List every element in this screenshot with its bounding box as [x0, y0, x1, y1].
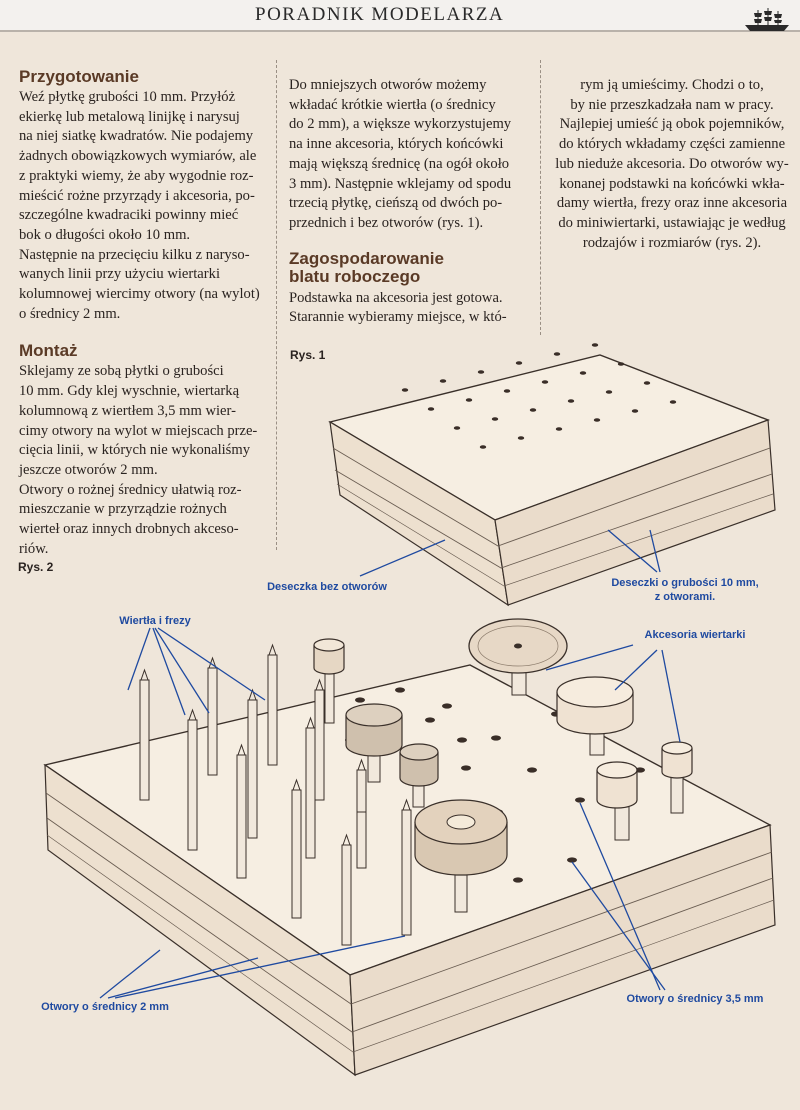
text-line: żadnych obowiązkowych wymiarów, ale: [19, 148, 257, 165]
text-line: Następnie na przecięciu kilku z naryso-: [19, 246, 250, 263]
text-line: kolumnowej wiercimy otwory (na wylot): [19, 286, 260, 303]
text-line: by nie przeszkadzała nam w pracy.: [570, 96, 774, 113]
text-line: szczególne kwadraciki powinny mieć: [19, 207, 239, 224]
fig2-label-holes-large: Otwory o średnicy 3,5 mm: [626, 993, 764, 1005]
text-line: bok o długości około 10 mm.: [19, 226, 191, 243]
text-line: ekierkę lub metalową linijkę i narysuj: [19, 108, 240, 125]
text-line: wanych linii przy użyciu wiertarki: [19, 266, 220, 283]
text-line: 10 mm. Gdy klej wyschnie, wiertarką: [19, 383, 240, 400]
text-line: cimy otwory na wylot w miejscach prze-: [19, 422, 258, 439]
text-line: z otworami.: [654, 591, 716, 603]
text-line: konanej podstawki na końcówki wkła-: [559, 175, 785, 192]
text-line: riów.: [19, 540, 49, 557]
fig2-label-holes-small: Otwory o średnicy 2 mm: [41, 1001, 169, 1013]
fig2-label-accessories: Akcesoria wiertarki: [644, 629, 746, 641]
text-line: Zagospodarowanie: [289, 248, 444, 268]
text-line: o średnicy 2 mm.: [19, 305, 121, 322]
text-line: Sklejamy ze sobą płytki o grubości: [19, 363, 224, 380]
text-line: przednich i bez otworów (rys. 1).: [289, 214, 484, 231]
text-line: 3 mm). Następnie wklejamy od spodu: [289, 175, 512, 192]
text-line: Najlepiej umieść ją obok pojemników,: [559, 116, 785, 133]
text-line: blatu roboczego: [289, 266, 421, 286]
text-line: do miniwiertarki, ustawiając je według: [558, 214, 786, 231]
text-line: kolumnową z wiertłem 3,5 mm wier-: [19, 402, 236, 419]
text-line: trzecią płytkę, cieńszą od dwóch po-: [289, 195, 503, 212]
text-line: mieścić rożne przyrządy i akcesoria, po-: [19, 187, 255, 204]
text-line: Weź płytkę grubości 10 mm. Przyłóż: [19, 89, 236, 105]
header-title: PORADNIK MODELARZA: [255, 4, 505, 25]
text-line: do których wkładamy części zamienne: [558, 136, 786, 153]
text-line: rym ją umieścimy. Chodzi o to,: [580, 77, 764, 93]
text-line: Otwory o rożnej średnicy ułatwią roz-: [19, 481, 242, 498]
text-line: do 2 mm), a większe wykorzystujemy: [289, 116, 512, 133]
text-line: jeszcze otworów 2 mm.: [19, 461, 158, 478]
fig1-label-left: Deseczka bez otworów: [267, 581, 387, 593]
text-line: na niej siatkę kwadratów. Nie podajemy: [19, 128, 254, 145]
fig2-caption: Rys. 2: [18, 560, 54, 574]
heading-montaz: Montaż: [19, 341, 78, 361]
fig2-label-bits: Wiertła i frezy: [119, 615, 191, 627]
heading-przygotowanie: Przygotowanie: [19, 67, 139, 86]
text-line: mieszczanie w przyrządzie rożnych: [19, 501, 227, 518]
text-line: na inne akcesoria, których końcówki: [289, 136, 504, 153]
text-line: mają większą średnicę (na ogół około: [289, 155, 510, 172]
text-line: damy wiertła, frezy oraz inne akcesoria: [556, 195, 788, 212]
text-line: Starannie wybieramy miejsce, w któ-: [289, 309, 507, 326]
text-line: wkładać krótkie wiertła (o średnicy: [289, 96, 496, 113]
text-line: lub nieduże akcesoria. Do otworów wy-: [555, 155, 789, 172]
text-line: Do mniejszych otworów możemy: [289, 77, 487, 93]
fig1-caption: Rys. 1: [290, 348, 326, 362]
text-line: Podstawka na akcesoria jest gotowa.: [289, 289, 503, 306]
text-line: Deseczki o grubości 10 mm,: [611, 577, 759, 589]
text-line: cięcia linii, w których nie wykonaliśmy: [19, 442, 251, 459]
text-line: wierteł oraz innych drobnych akceso-: [19, 521, 239, 538]
text-line: rodzajów i rozmiarów (rys. 2).: [582, 234, 762, 251]
text-line: z praktyki wiemy, że aby wygodnie roz-: [19, 167, 254, 184]
